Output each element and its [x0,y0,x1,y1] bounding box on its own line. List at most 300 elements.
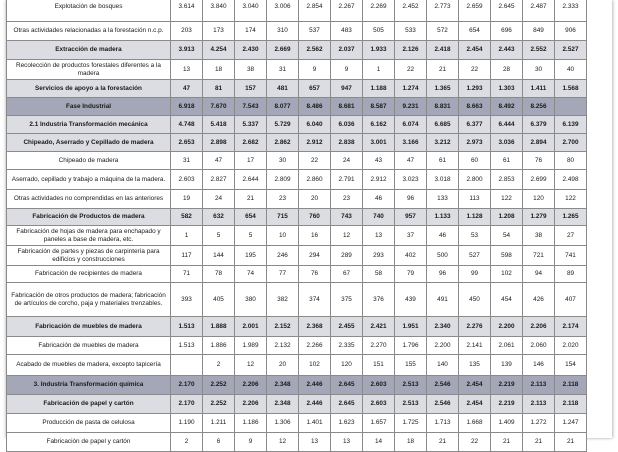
table-cell: 6.918 [171,98,203,116]
table-cell: 2.266 [299,337,331,355]
table-cell: 21 [523,433,555,452]
table-cell: 1.303 [491,80,523,98]
table-cell: 20 [267,355,299,376]
table-cell: 1.951 [395,317,427,337]
data-table [6,0,587,452]
table-cell: 61 [427,152,459,170]
row-label: Explotación de bosques [7,0,171,22]
table-cell: 957 [395,209,427,226]
table-cell: 80 [555,152,587,170]
table-cell: 195 [235,246,267,266]
table-row [7,226,587,246]
table-cell: 1.293 [459,80,491,98]
table-cell: 380 [235,283,267,317]
row-label: Extracción de madera [7,41,171,60]
table-cell: 22 [459,433,491,452]
table-cell: 2.454 [459,376,491,395]
table-cell: 2.348 [267,376,299,395]
table-cell: 8.486 [299,98,331,116]
table-cell: 1.365 [427,80,459,98]
table-cell: 3.166 [395,134,427,152]
table-cell: 1.279 [523,209,555,226]
row-label: Fabricación de muebles de madera [7,317,171,337]
table-cell: 13 [299,433,331,452]
row-label: Aserrado, cepillado y trabajo a máquina de la madera. [7,170,171,190]
row-label: Servicios de apoyo a la forestación [7,80,171,98]
table-cell: 2.653 [171,134,203,152]
table-cell: 1.713 [427,414,459,433]
table-cell: 6.379 [523,116,555,134]
table-cell: 37 [395,226,427,246]
table-cell: 1.274 [395,80,427,98]
table-cell: 1.725 [395,414,427,433]
table-cell: 2.546 [427,376,459,395]
table-cell: 21 [427,433,459,452]
table-cell: 7.670 [203,98,235,116]
table-row [7,134,587,152]
table-cell: 2.348 [267,395,299,414]
table-cell: 54 [491,226,523,246]
table-cell: 1.401 [299,414,331,433]
table-cell: 1.128 [459,209,491,226]
table-cell: 154 [555,355,587,376]
table-cell: 28 [491,60,523,80]
table-cell: 407 [555,283,587,317]
row-label: Acabado de muebles de madera, excepto tapicería [7,355,171,376]
table-cell: 375 [331,283,363,317]
table-cell: 19 [171,190,203,209]
table-row [7,170,587,190]
table-cell: 2.838 [331,134,363,152]
table-cell: 1 [363,60,395,80]
table-cell: 2.603 [363,395,395,414]
row-label: Producción de pasta de celulosa [7,414,171,433]
table-cell: 2.669 [267,41,299,60]
table-cell: 89 [555,266,587,283]
table-cell: 2.773 [427,0,459,22]
table-cell: 18 [395,433,427,452]
table-cell: 2.898 [203,134,235,152]
table-cell: 22 [459,60,491,80]
table-cell: 2.645 [491,0,523,22]
table-cell: 8.077 [267,98,299,116]
table-cell: 2.827 [203,170,235,190]
table-cell: 6.444 [491,116,523,134]
table-cell: 76 [299,266,331,283]
table-cell: 2.603 [171,170,203,190]
table-cell: 402 [395,246,427,266]
table-cell: 2.973 [459,134,491,152]
table-cell: 2.113 [523,376,555,395]
table-cell: 310 [267,22,299,41]
table-cell: 31 [267,60,299,80]
table-cell: 1.211 [203,414,235,433]
table-cell: 117 [171,246,203,266]
table-cell: 47 [203,152,235,170]
table-cell: 8.492 [491,98,523,116]
table-cell: 3.018 [427,170,459,190]
table-cell: 246 [267,246,299,266]
table-cell: 78 [203,266,235,283]
table-cell: 155 [395,355,427,376]
table-cell: 760 [299,209,331,226]
table-cell: 2 [171,433,203,452]
table-row [7,414,587,433]
table-cell: 43 [363,152,395,170]
table-cell: 47 [395,152,427,170]
table-cell: 2.699 [523,170,555,190]
table-cell: 2.340 [427,317,459,337]
table-cell: 2.800 [459,170,491,190]
table-cell: 2.060 [523,337,555,355]
table-cell: 10 [267,226,299,246]
table-cell: 38 [235,60,267,80]
table-cell: 120 [331,355,363,376]
table-cell: 2.446 [299,395,331,414]
row-label: Otras actividades relacionadas a la forestación n.c.p. [7,22,171,41]
table-row [7,0,587,22]
table-cell: 2.912 [299,134,331,152]
table-cell: 2.001 [235,317,267,337]
table-cell: 203 [171,22,203,41]
table-cell: 5.729 [267,116,299,134]
table-cell: 2.421 [363,317,395,337]
table-row [7,283,587,317]
table-row [7,80,587,98]
table-cell: 2.152 [267,317,299,337]
table-cell: 140 [427,355,459,376]
table-cell: 8.256 [523,98,555,116]
table-cell: 174 [235,22,267,41]
table-row [7,190,587,209]
table-cell: 374 [299,283,331,317]
table-cell: 6.139 [555,116,587,134]
table-cell: 740 [363,209,395,226]
table-row [7,209,587,226]
table-cell: 58 [363,266,395,283]
table-cell: 6.685 [427,116,459,134]
table-cell: 5.337 [235,116,267,134]
table-cell: 135 [459,355,491,376]
table-cell: 2.206 [235,395,267,414]
table-cell: 81 [203,80,235,98]
table-cell: 99 [459,266,491,283]
table-cell: 382 [267,283,299,317]
table-cell: 1.796 [395,337,427,355]
table-cell: 13 [363,226,395,246]
table-cell: 3.036 [491,134,523,152]
table-cell: 2.454 [459,41,491,60]
table-cell: 2.454 [459,395,491,414]
table-row [7,317,587,337]
table-cell: 2.200 [491,317,523,337]
table-cell: 74 [235,266,267,283]
table-cell: 2.267 [331,0,363,22]
table-cell: 2.132 [267,337,299,355]
table-cell: 16 [299,226,331,246]
table-cell: 102 [299,355,331,376]
table-cell: 2.854 [299,0,331,22]
table-cell: 2.853 [491,170,523,190]
table-cell: 30 [523,60,555,80]
table-cell: 23 [331,190,363,209]
table-cell: 2.860 [299,170,331,190]
table-cell: 31 [171,152,203,170]
table-cell: 2.174 [555,317,587,337]
table-cell: 1.411 [523,80,555,98]
table-cell: 2.252 [203,376,235,395]
table-cell: 8.663 [459,98,491,116]
table-cell: 450 [459,283,491,317]
table-cell: 3.913 [171,41,203,60]
table-cell: 120 [523,190,555,209]
table-cell: 2.791 [331,170,363,190]
table-row [7,395,587,414]
table-cell: 6.162 [363,116,395,134]
table-cell: 23 [267,190,299,209]
table-cell: 47 [171,80,203,98]
table-cell: 289 [331,246,363,266]
table-cell: 1.306 [267,414,299,433]
table-cell: 294 [299,246,331,266]
table-cell: 376 [363,283,395,317]
table-cell: 139 [491,355,523,376]
table-cell: 2.446 [299,376,331,395]
table-cell: 1 [171,226,203,246]
table-cell: 1.513 [171,317,203,337]
table-cell: 113 [459,190,491,209]
table-cell: 654 [459,22,491,41]
table-cell: 2.644 [235,170,267,190]
table-cell: 481 [267,80,299,98]
row-label: Chipeado, Aserrado y Cepillado de madera [7,134,171,152]
table-cell: 157 [235,80,267,98]
table-cell: 491 [427,283,459,317]
table-cell: 18 [203,60,235,80]
table-cell: 2.809 [267,170,299,190]
table-cell: 2.368 [299,317,331,337]
table-cell: 2.862 [267,134,299,152]
table-cell: 9.231 [395,98,427,116]
table-cell: 60 [459,152,491,170]
table-cell: 1.989 [235,337,267,355]
table-cell: 3.001 [363,134,395,152]
table-cell: 4.748 [171,116,203,134]
table-cell: 13 [331,433,363,452]
table-cell: 1.409 [491,414,523,433]
table-cell: 102 [491,266,523,283]
table-row [7,337,587,355]
table-cell: 483 [331,22,363,41]
table-cell: 3.006 [267,0,299,22]
table-cell: 1.513 [171,337,203,355]
table-cell: 7.543 [235,98,267,116]
table-cell: 21 [235,190,267,209]
table-cell: 3.040 [235,0,267,22]
table-cell: 2.513 [395,395,427,414]
table-cell: 2.682 [235,134,267,152]
table-cell: 1.888 [203,317,235,337]
table-cell: 46 [427,226,459,246]
table-row [7,355,587,376]
table-cell: 122 [491,190,523,209]
row-label: Recolección de productos forestales diferentes a la madera [7,60,171,80]
table-cell: 27 [555,226,587,246]
table-cell: 1.568 [555,80,587,98]
table-cell: 96 [395,190,427,209]
table-cell: 2.333 [555,0,587,22]
table-cell: 2.603 [363,376,395,395]
table-cell: 22 [299,152,331,170]
table-cell: 2.659 [459,0,491,22]
row-label: Otras actividades no comprendidas en las anteriores [7,190,171,209]
table-cell: 2.276 [459,317,491,337]
table-cell: 5 [235,226,267,246]
table-cell: 12 [235,355,267,376]
table-cell: 533 [395,22,427,41]
table-cell: 906 [555,22,587,41]
table-cell: 2.252 [203,395,235,414]
table-cell: 1.668 [459,414,491,433]
table-cell: 3.212 [427,134,459,152]
table-cell: 505 [363,22,395,41]
table-cell: 2.527 [555,41,587,60]
table-row [7,376,587,395]
table-cell: 4.254 [203,41,235,60]
row-label: Fabricación de hojas de madera para enchapado y paneles a base de madera, etc. [7,226,171,246]
table-cell: 657 [299,80,331,98]
table-cell: 537 [299,22,331,41]
table-cell: 2.200 [427,337,459,355]
table-cell: 2.170 [171,376,203,395]
table-cell: 71 [171,266,203,283]
table-cell: 14 [363,433,395,452]
table-cell: 3.840 [203,0,235,22]
table-cell: 6.377 [459,116,491,134]
table-cell: 598 [491,246,523,266]
table-cell: 2.562 [299,41,331,60]
row-label: Chipeado de madera [7,152,171,170]
table-cell: 454 [491,283,523,317]
table-cell: 12 [331,226,363,246]
table-cell: 654 [235,209,267,226]
table-cell: 1.186 [235,414,267,433]
table-cell: 133 [427,190,459,209]
table-cell: 1.272 [523,414,555,433]
table-row [7,266,587,283]
table-cell: 24 [331,152,363,170]
table-cell: 572 [427,22,459,41]
table-cell: 173 [203,22,235,41]
table-row [7,433,587,452]
table-cell: 22 [395,60,427,80]
table-cell: 715 [267,209,299,226]
row-label: Fabricación de partes y piezas de carpintería para edificios y construcciones [7,246,171,266]
table-row [7,41,587,60]
table-cell: 21 [491,433,523,452]
row-label: Fabricación de recipientes de madera [7,266,171,283]
table-cell: 632 [203,209,235,226]
table-cell: 2.037 [331,41,363,60]
table-cell: 12 [267,433,299,452]
table-cell: 5.418 [203,116,235,134]
row-label: Fabricación de Productos de madera [7,209,171,226]
table-cell: 9 [331,60,363,80]
table-cell: 2.487 [523,0,555,22]
table-cell: 1.265 [555,209,587,226]
table-cell: 2.513 [395,376,427,395]
row-label: Fabricación de muebles de madera [7,337,171,355]
table-cell: 696 [491,22,523,41]
table-cell: 1.657 [363,414,395,433]
table-cell: 1.190 [171,414,203,433]
row-label: 2.1 Industria Transformación mecánica [7,116,171,134]
table-cell: 40 [555,60,587,80]
table-cell: 2.170 [171,395,203,414]
table-cell: 5 [203,226,235,246]
table-cell: 6.036 [331,116,363,134]
table-cell: 743 [331,209,363,226]
table-cell: 46 [363,190,395,209]
row-label: Fabricación de papel y cartón [7,433,171,452]
table-cell: 1.208 [491,209,523,226]
table-cell: 79 [395,266,427,283]
table-cell: 2.912 [363,170,395,190]
table-cell: 17 [235,152,267,170]
table-cell: 8.587 [363,98,395,116]
table-cell: 94 [523,266,555,283]
table-cell: 3.614 [171,0,203,22]
table-cell: 2.118 [555,395,587,414]
table-cell [171,355,203,376]
table-cell: 426 [523,283,555,317]
table-cell: 405 [203,283,235,317]
row-label: Fabricación de otros productos de madera; fabricación de artículos de corcho, paja y materiales trenzables. [7,283,171,317]
table-row [7,22,587,41]
table-cell: 9 [299,60,331,80]
table-cell: 849 [523,22,555,41]
table-cell: 77 [267,266,299,283]
table-cell: 30 [267,152,299,170]
table-cell: 96 [427,266,459,283]
table-row [7,60,587,80]
table-cell: 2.219 [491,376,523,395]
table-cell: 6.040 [299,116,331,134]
table-cell: 151 [363,355,395,376]
table-cell: 6.074 [395,116,427,134]
table-cell: 1.886 [203,337,235,355]
table-cell: 21 [427,60,459,80]
table-cell: 2.118 [555,376,587,395]
table-cell: 38 [523,226,555,246]
table-row [7,246,587,266]
table-cell: 146 [523,355,555,376]
table-cell [555,98,587,116]
table-body [7,0,587,452]
row-label: Fase Industrial [7,98,171,116]
table-cell: 2.452 [395,0,427,22]
table-cell: 2.206 [235,376,267,395]
table-cell: 2.894 [523,134,555,152]
table-cell: 2.020 [555,337,587,355]
table-cell: 721 [523,246,555,266]
table-cell: 2.430 [235,41,267,60]
table-cell: 2.113 [523,395,555,414]
table-cell: 1.247 [555,414,587,433]
table-cell: 24 [203,190,235,209]
table-cell: 61 [491,152,523,170]
table-cell: 2.498 [555,170,587,190]
